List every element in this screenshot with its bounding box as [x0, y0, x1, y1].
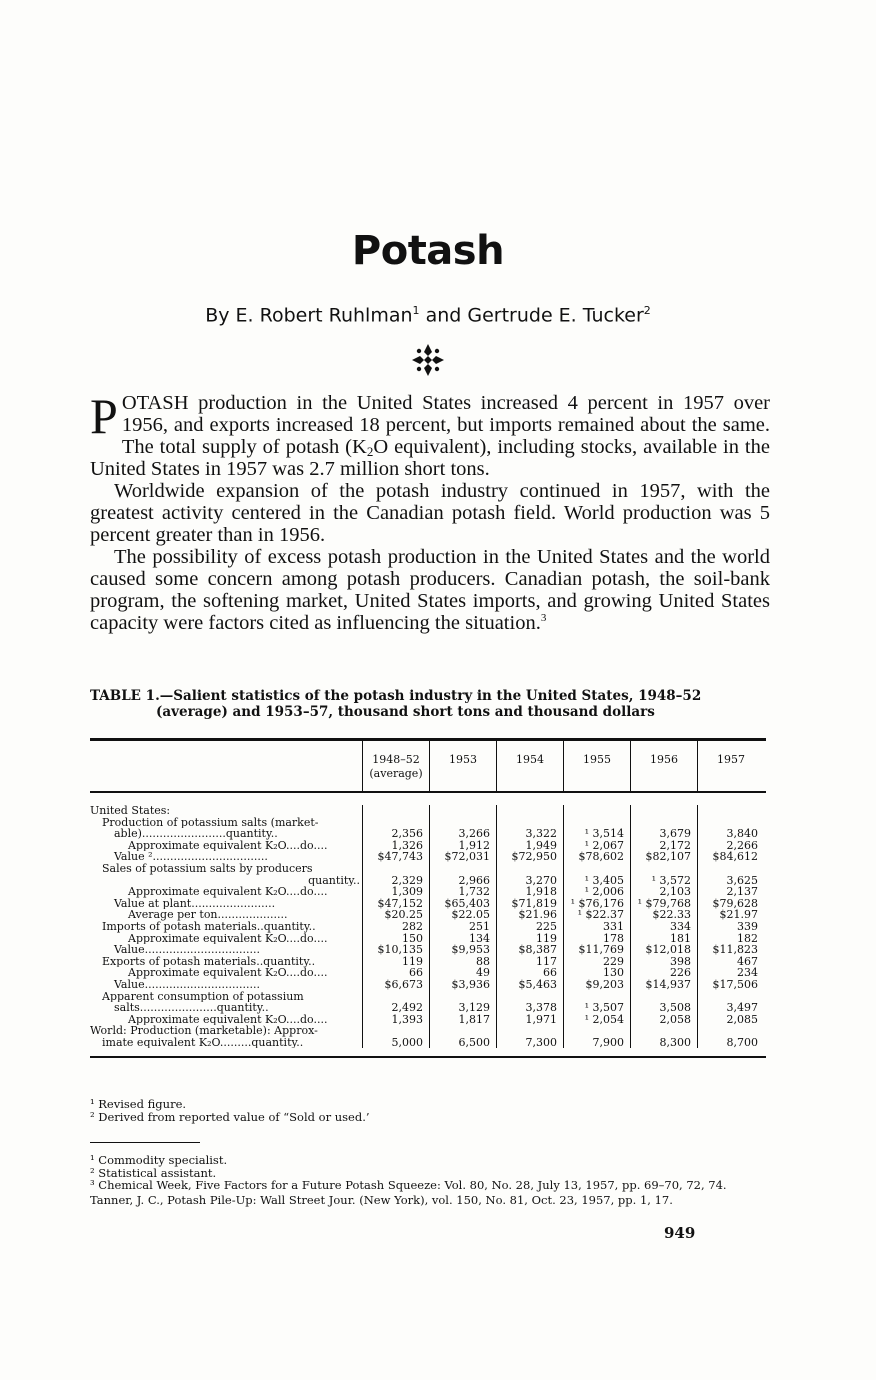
table-cell: 130 [603, 967, 624, 979]
table-cell: 178 [603, 932, 624, 945]
table-cell: 2,058 [659, 1013, 691, 1026]
table-cell: 2,492 [391, 1002, 423, 1014]
table-cell: 1,949 [525, 839, 557, 852]
table-cell: 1,918 [525, 886, 557, 898]
table-cell: 1,309 [391, 886, 423, 898]
table-cell: 1,971 [525, 1013, 557, 1026]
table-cell [363, 1025, 423, 1037]
col-1948-52 [362, 805, 429, 1048]
col-1953 [429, 805, 496, 1048]
table-cell: 150 [402, 932, 423, 945]
table-caption: TABLE 1.—Salient statistics of the potash industry in the United States, 1948–52 (average) and 1953–57, thousand short tons and thousand dollars [90, 688, 702, 720]
table-cell: 2,266 [726, 839, 758, 852]
table-cell [698, 805, 758, 817]
table-cell: $65,403 [444, 897, 490, 910]
table-cell [363, 863, 423, 875]
col-1955 [563, 805, 630, 1048]
ornament-icon [410, 342, 446, 378]
col-header-1957: 1957 [717, 753, 745, 766]
table-body [90, 793, 766, 1048]
col-1956 [630, 805, 697, 1048]
paragraph-2: Worldwide expansion of the potash industry continued in 1957, with the greatest activity centered in the Canadian potash field. World production was 5 percent greater than in 1956. [90, 480, 770, 546]
table-cell: $3,936 [451, 978, 490, 991]
table-cell [631, 991, 691, 1003]
footnote-2: ² Statistical assistant. [90, 1165, 217, 1180]
table-cell: ¹ 3,405 [584, 874, 624, 887]
page-number: 949 [664, 1224, 696, 1242]
table-cell: $78,602 [578, 851, 624, 863]
author-2-ref: 2 [643, 304, 651, 317]
table-cell: 3,378 [525, 1002, 557, 1014]
footnote-ref-3: 3 [540, 612, 547, 625]
table-cell: $8,387 [518, 944, 557, 956]
table-cell: 134 [469, 932, 490, 945]
table-note-2: ² Derived from reported value of “Sold or used.’ [90, 1110, 370, 1124]
table-cell: 2,329 [391, 874, 423, 887]
table-cell [698, 991, 758, 1003]
table-cell: $9,203 [585, 978, 624, 991]
table-cell [631, 805, 691, 817]
col-header-1948-52: 1948–52 (average) [363, 741, 430, 791]
col-1957 [697, 805, 764, 1048]
table-cell [363, 805, 423, 817]
table-cell: $5,463 [518, 978, 557, 991]
table-cell: ¹ $79,768 [637, 897, 691, 910]
table-cell: $11,823 [712, 944, 758, 956]
table-cell: 3,497 [726, 1002, 758, 1014]
table-cell: 339 [737, 920, 758, 933]
page-title: Potash [351, 228, 505, 274]
table-cell [698, 817, 758, 829]
footnote-1: ¹ Commodity specialist. [90, 1153, 228, 1167]
table-cell: 7,300 [525, 1036, 557, 1049]
statistics-table [90, 738, 766, 1058]
table-cell: 398 [670, 955, 691, 968]
table-cell: ¹ $22.37 [577, 909, 624, 921]
table-cell [698, 1025, 758, 1037]
col-header-1956: 1956 [631, 741, 698, 791]
table-cell [631, 1025, 691, 1037]
table-cell: 3,270 [525, 874, 557, 887]
table-cell: 3,625 [726, 874, 758, 887]
table-cell: 1,326 [391, 839, 423, 852]
author-1-ref: 1 [412, 304, 420, 317]
table-cell: $10,135 [377, 944, 423, 956]
table-cell: $21.96 [518, 909, 557, 921]
table-cell [430, 805, 490, 817]
table-cell: 226 [670, 967, 691, 979]
author-2: Gertrude E. Tucker [467, 304, 644, 327]
table-cell: 2,103 [659, 886, 691, 898]
table-cell [497, 1025, 557, 1037]
table-cell [698, 863, 758, 875]
table-cell: 2,966 [458, 874, 490, 887]
col-header-1953: 1953 [430, 741, 497, 791]
body-text [90, 388, 770, 634]
table-cell: $84,612 [712, 851, 758, 863]
table-cell: 8,300 [659, 1036, 691, 1049]
author-1: By E. Robert Ruhlman [205, 304, 413, 327]
table-cell: 1,817 [458, 1013, 490, 1026]
table-cell: $17,506 [712, 978, 758, 991]
table-cell [564, 1025, 624, 1037]
footnote-4: Tanner, J. C., Potash Pile-Up: Wall Street Jour. (New York), vol. 150, No. 81, Oct. 23, 1957, pp. 1, 17. [90, 1192, 673, 1207]
table-cell: 282 [402, 920, 423, 933]
col-header-1955: 1955 [564, 741, 631, 791]
table-cell: ¹ 2,006 [584, 886, 624, 898]
byline-joiner: and [419, 304, 468, 327]
footnotes [90, 1154, 780, 1206]
table-stub: United States: Production of potassium salts (market- able)........................quantity.. Approximate equivalent K₂O....do.... Value ²................................. Sales of potassium salts by producers quantity.. Approximate equivalent K₂O....do.... Value at plant........................ Average per ton.................... Imports of potash materials..quantity.. Approximate equivalent K₂O....do.... Value................................. Exports of potash materials..quantity.. Approximate equivalent K₂O....do.... Value................................. Apparent consumption of potassium salts......................quantity.. Approximate equivalent K₂O....do.... World: Production (marketable): Approx- imate equivalent K₂O.........quantity.. [90, 805, 360, 1049]
table-cell [497, 805, 557, 817]
table-cell: $71,819 [511, 897, 557, 910]
table-cell [631, 863, 691, 875]
table-cell: 2,172 [659, 839, 691, 852]
table-cell: 467 [737, 955, 758, 968]
table-cell [497, 817, 557, 829]
table-cell: $12,018 [645, 944, 691, 956]
table-cell: ¹ 3,507 [584, 1002, 624, 1014]
table-cell: $11,769 [578, 944, 624, 956]
table-cell: $82,107 [645, 851, 691, 863]
table-cell [363, 991, 423, 1003]
table-cell: 3,508 [659, 1002, 691, 1014]
table-cell [430, 1025, 490, 1037]
table-cell: 3,322 [525, 828, 557, 840]
table-cell: 3,679 [659, 828, 691, 840]
table-cell: $14,937 [645, 978, 691, 991]
table-cell: 5,000 [391, 1036, 423, 1049]
table-cell: $6,673 [384, 978, 423, 991]
table-cell: 334 [670, 920, 691, 933]
table-cell: 1,912 [458, 839, 490, 852]
table-cell: 2,356 [391, 828, 423, 840]
table-cell [631, 817, 691, 829]
table-cell: 331 [603, 920, 624, 933]
table-cell: 3,129 [458, 1002, 490, 1014]
table-cell: $72,031 [444, 851, 490, 863]
table-cell [564, 817, 624, 829]
table-cell: 117 [536, 955, 557, 968]
table-cell: 229 [603, 955, 624, 968]
col-header-1954: 1954 [497, 741, 564, 791]
table-cell: $72,950 [511, 851, 557, 863]
table-header [90, 741, 766, 793]
table-note-1: ¹ Revised figure. [90, 1097, 187, 1111]
table-cell: $9,953 [451, 944, 490, 956]
table-cell: ¹ 3,514 [584, 828, 624, 840]
table-cell: $47,743 [377, 851, 423, 863]
table-cell: $20.25 [384, 909, 423, 921]
table-cell: 119 [402, 955, 423, 968]
table-cell: 1,732 [458, 886, 490, 898]
table-cell: 3,266 [458, 828, 490, 840]
col-1954 [496, 805, 563, 1048]
table-cell: 1,393 [391, 1013, 423, 1026]
table-cell: 2,085 [726, 1013, 758, 1026]
table-cell [430, 863, 490, 875]
table-cell: 88 [476, 955, 490, 968]
table-cell: 182 [737, 932, 758, 945]
table-cell [497, 863, 557, 875]
table-cell: 181 [670, 932, 691, 945]
table-cell: 251 [469, 920, 490, 933]
table-cell [430, 817, 490, 829]
table-cell [497, 991, 557, 1003]
byline [0, 304, 856, 326]
table-cell: 119 [536, 932, 557, 945]
table-cell: 7,900 [592, 1036, 624, 1049]
table-cell: ¹ 2,067 [584, 839, 624, 852]
table-cell: 66 [543, 967, 557, 979]
table-cell: 225 [536, 920, 557, 933]
table-cell: $22.33 [652, 909, 691, 921]
table-cell: 66 [409, 967, 423, 979]
drop-cap: P [90, 388, 118, 444]
table-cell: $47,152 [377, 897, 423, 910]
table-cell: 49 [476, 967, 490, 979]
table-cell: 234 [737, 967, 758, 979]
table-cell: $79,628 [712, 897, 758, 910]
table-cell [564, 805, 624, 817]
table-cell [564, 991, 624, 1003]
paragraph-1: POTASH production in the United States increased 4 percent in 1957 over 1956, and exports increased 18 percent, but imports remained about the same. The total supply of potash ($K_2O$ equivalent), including stocks, available in the United States in 1957 was 2.7 million short tons. [90, 388, 770, 480]
table-cell: 8,700 [726, 1036, 758, 1049]
table-cell: 6,500 [458, 1036, 490, 1049]
table-cell [363, 817, 423, 829]
footnote-3: ³ Chemical Week, Five Factors for a Future Potash Squeeze: Vol. 80, No. 28, July 13, 1957, pp. 69–70, 72, 74. [90, 1178, 727, 1192]
table-cell: ¹ $76,176 [570, 897, 624, 910]
table-cell: $22.05 [451, 909, 490, 921]
table-cell: 3,840 [726, 828, 758, 840]
table-cell: ¹ 2,054 [584, 1013, 624, 1026]
table-cell [430, 991, 490, 1003]
table-cell: ¹ 3,572 [651, 874, 691, 887]
paragraph-3: The possibility of excess potash production in the United States and the world caused some concern among potash producers. Canadian potash, the soil-bank program, the softening market, United States imports, and growing United States capacity were factors cited as influencing the situation.$^3$ [90, 546, 770, 634]
table-cell: $21.97 [719, 909, 758, 921]
table-cell [564, 863, 624, 875]
table-cell: 2,137 [726, 886, 758, 898]
table-notes [90, 1098, 690, 1124]
footnote-divider [90, 1142, 200, 1143]
